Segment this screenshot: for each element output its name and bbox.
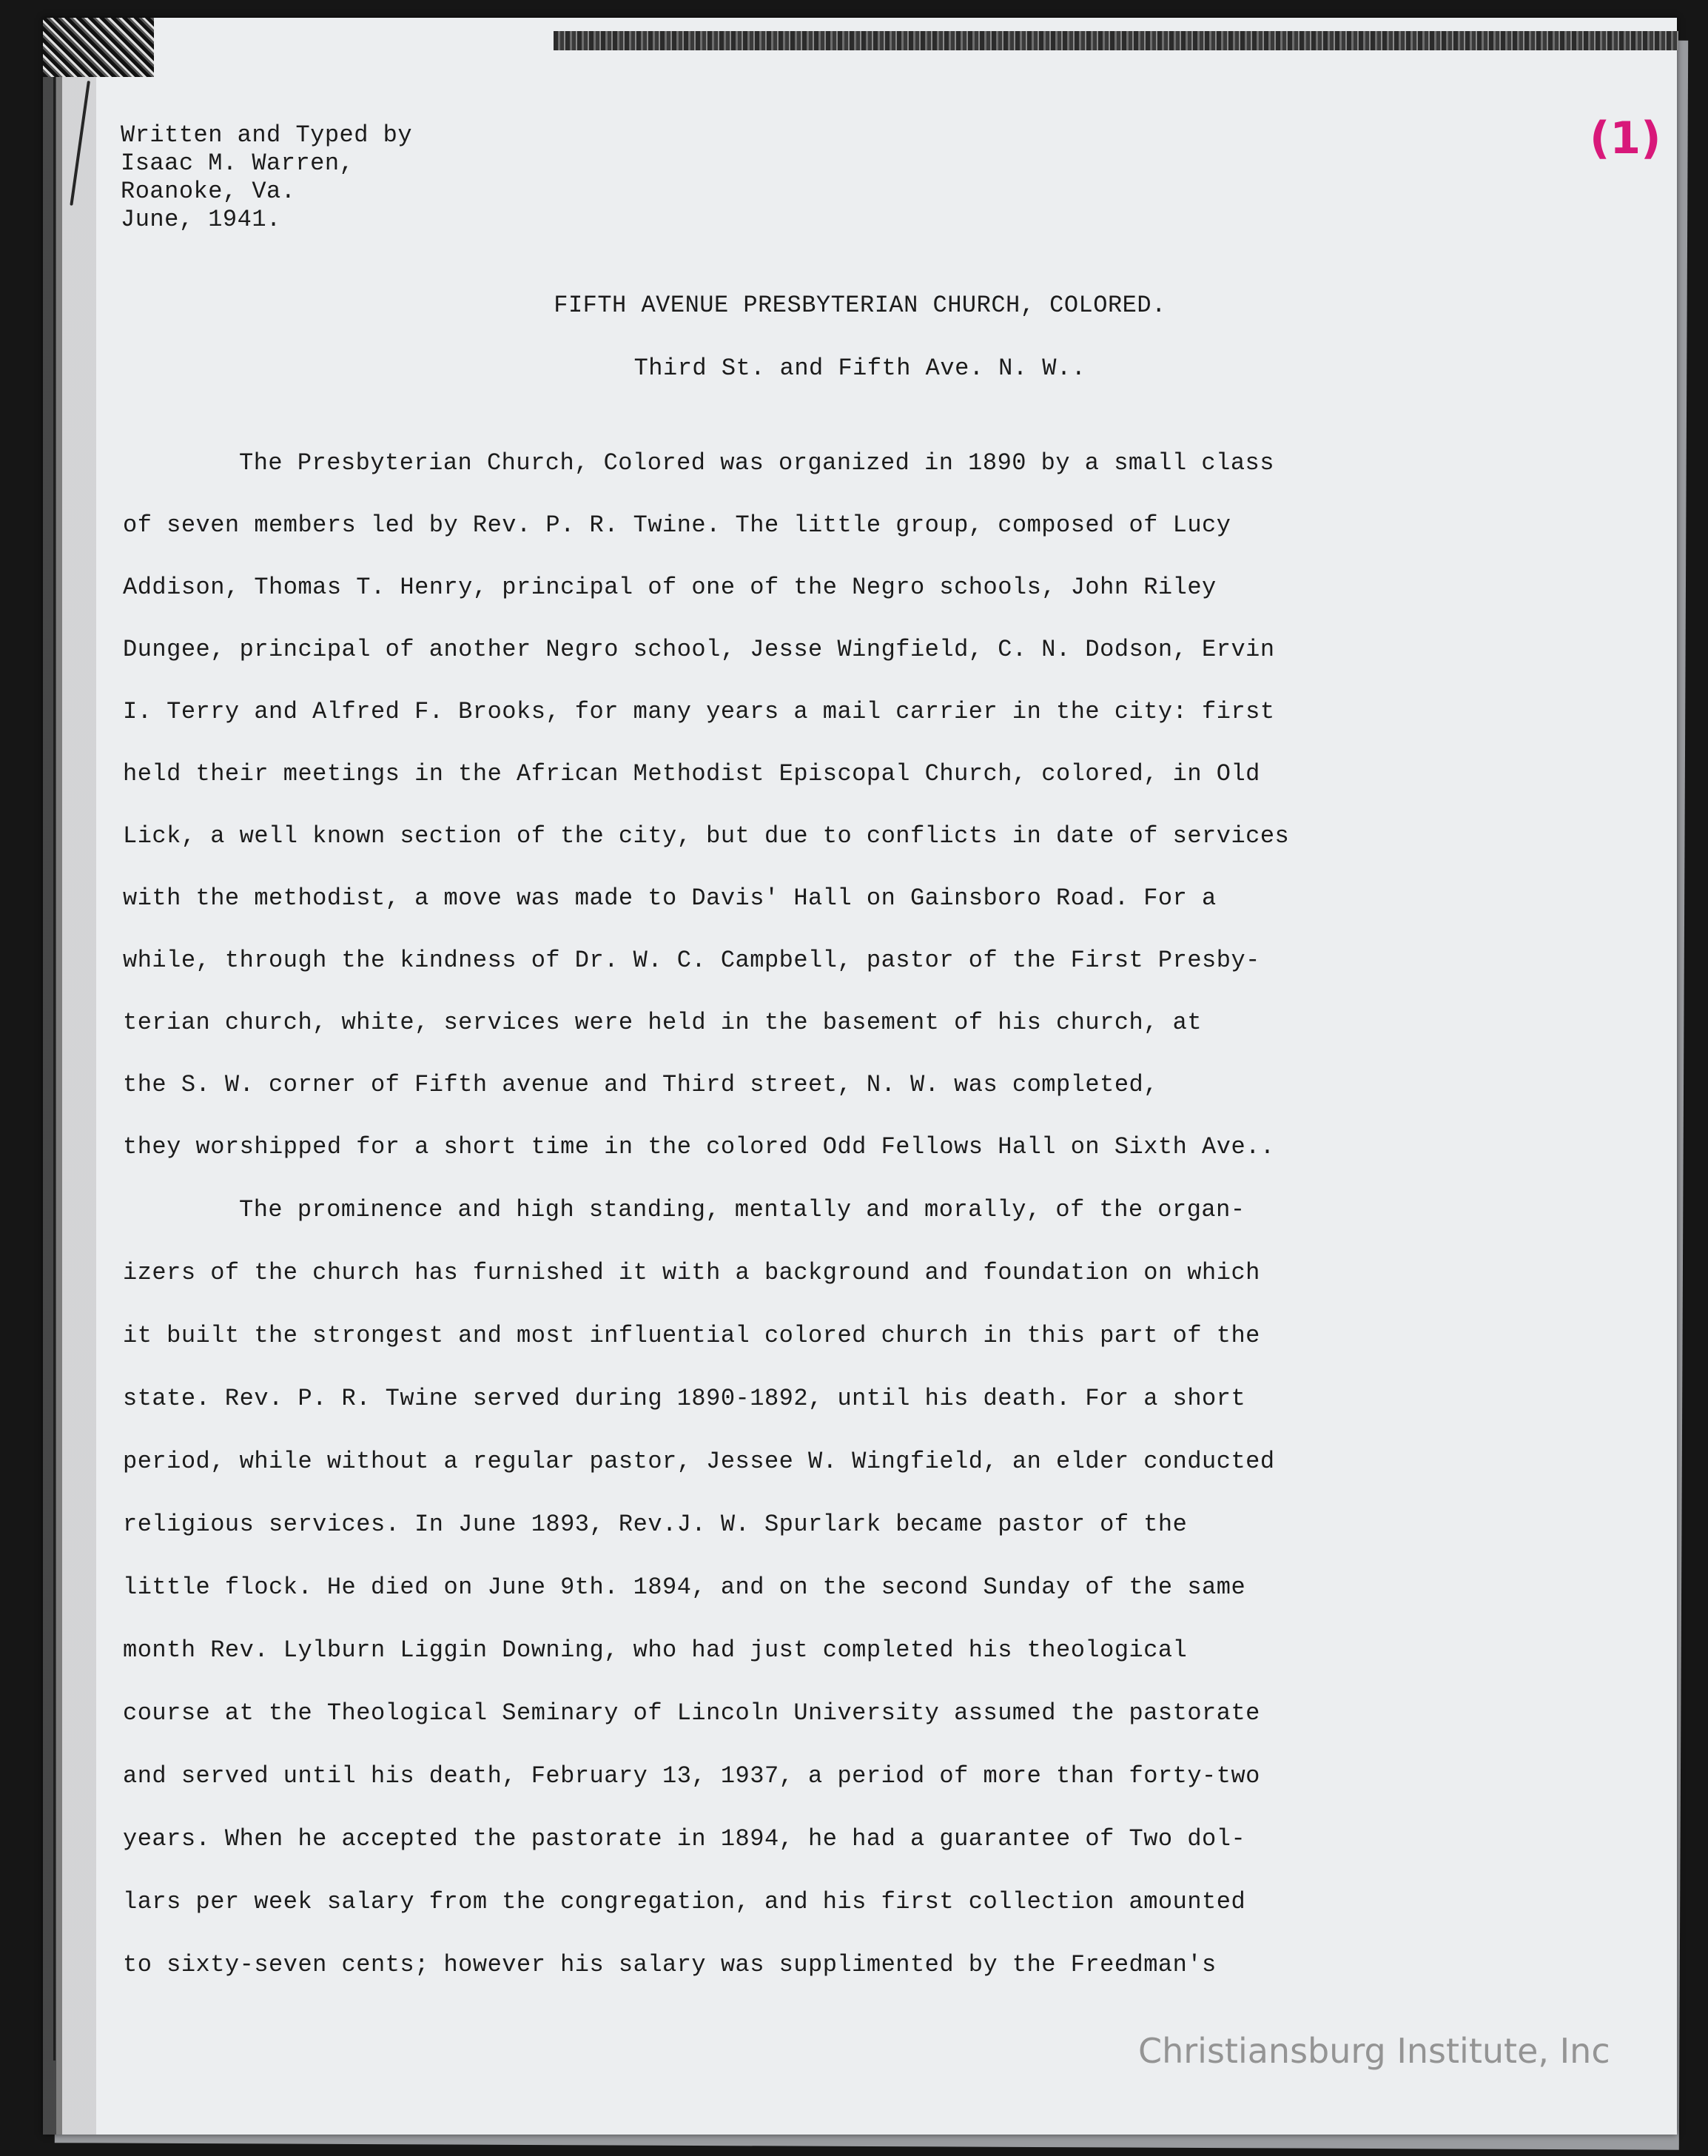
body-line: the S. W. corner of Fifth avenue and Third street, N. W. was completed, <box>123 1071 1158 1098</box>
body-line: religious services. In June 1893, Rev.J. W. Spurlark became pastor of the <box>123 1511 1188 1538</box>
body-line: izers of the church has furnished it with a background and foundation on which <box>123 1259 1260 1286</box>
body-line: Lick, a well known section of the city, but due to conflicts in date of services <box>123 822 1290 850</box>
body-line: of seven members led by Rev. P. R. Twine. The little group, composed of Lucy <box>123 511 1231 539</box>
body-line: they worshipped for a short time in the colored Odd Fellows Hall on Sixth Ave.. <box>123 1133 1275 1161</box>
body-line: terian church, white, services were held in the basement of his church, at <box>123 1009 1203 1036</box>
handwritten-page-number: (1) <box>1590 112 1661 164</box>
document-subtitle: Third St. and Fifth Ave. N. W.. <box>633 355 1086 382</box>
body-line: month Rev. Lylburn Liggin Downing, who had just completed his theological <box>123 1636 1188 1664</box>
body-line: I. Terry and Alfred F. Brooks, for many years a mail carrier in the city: first <box>123 698 1275 725</box>
author-line: Isaac M. Warren, <box>121 150 354 177</box>
body-line: to sixty-seven cents; however his salary was supplimented by the Freedman's <box>123 1951 1217 1978</box>
body-line: course at the Theological Seminary of Lincoln University assumed the pastorate <box>123 1699 1260 1727</box>
body-line: lars per week salary from the congregation, and his first collection amounted <box>123 1888 1246 1915</box>
body-line: period, while without a regular pastor, Jessee W. Wingfield, an elder conducted <box>123 1448 1275 1475</box>
author-line: Roanoke, Va. <box>121 178 296 205</box>
document-title: FIFTH AVENUE PRESBYTERIAN CHURCH, COLORED. <box>554 292 1166 319</box>
body-line: held their meetings in the African Methodist Episcopal Church, colored, in Old <box>123 760 1260 787</box>
author-line: June, 1941. <box>121 206 281 233</box>
body-line: The prominence and high standing, mentally and morally, of the organ- <box>239 1196 1245 1223</box>
body-line: while, through the kindness of Dr. W. C. Campbell, pastor of the First Presby- <box>123 947 1260 974</box>
body-line: and served until his death, February 13, 1937, a period of more than forty-two <box>123 1762 1260 1790</box>
body-text <box>43 18 1677 2135</box>
body-line: The Presbyterian Church, Colored was organized in 1890 by a small class <box>239 449 1274 477</box>
body-line: state. Rev. P. R. Twine served during 1890-1892, until his death. For a short <box>123 1385 1246 1412</box>
body-line: years. When he accepted the pastorate in 1894, he had a guarantee of Two dol- <box>123 1825 1246 1853</box>
archive-watermark: Christiansburg Institute, Inc <box>1138 2031 1610 2071</box>
body-line: it built the strongest and most influential colored church in this part of the <box>123 1322 1260 1349</box>
body-line: Dungee, principal of another Negro school, Jesse Wingfield, C. N. Dodson, Ervin <box>123 636 1275 663</box>
author-line: Written and Typed by <box>121 121 413 149</box>
typed-document-page <box>43 18 1677 2135</box>
body-line: Addison, Thomas T. Henry, principal of one of the Negro schools, John Riley <box>123 574 1217 601</box>
body-line: with the methodist, a move was made to Davis' Hall on Gainsboro Road. For a <box>123 884 1217 912</box>
body-line: little flock. He died on June 9th. 1894, and on the second Sunday of the same <box>123 1574 1246 1601</box>
